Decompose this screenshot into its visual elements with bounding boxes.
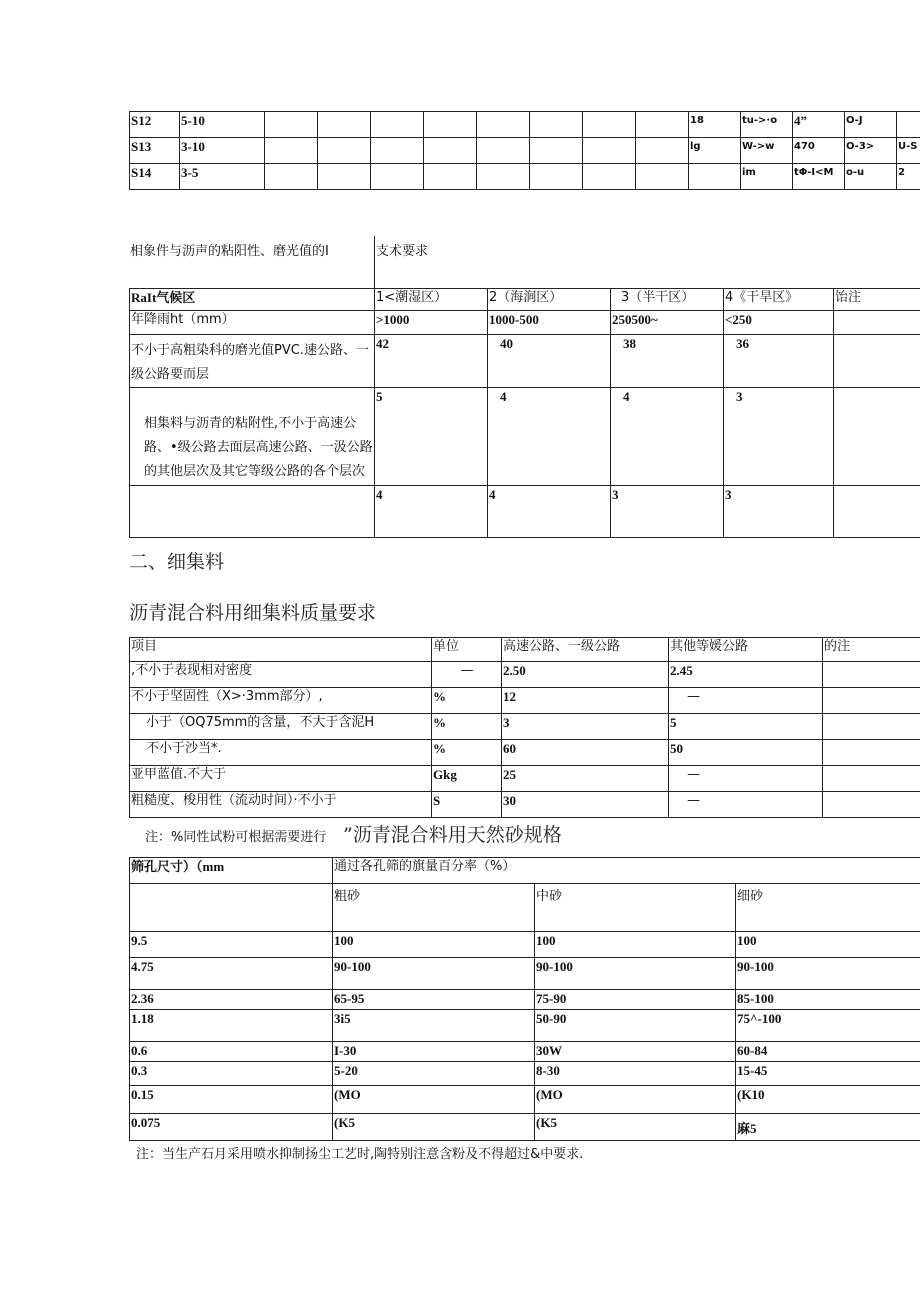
cell: 4 bbox=[488, 388, 611, 486]
cell: 250500~ bbox=[611, 311, 724, 335]
table-row bbox=[130, 688, 920, 714]
cell: <250 bbox=[724, 311, 834, 335]
table-row bbox=[130, 932, 920, 958]
table-row bbox=[130, 311, 920, 335]
cell: 3 bbox=[611, 486, 724, 538]
cell: tΦ-I<M bbox=[793, 164, 845, 190]
table-row bbox=[130, 792, 920, 818]
table-row bbox=[130, 1062, 920, 1086]
adhesion-table bbox=[129, 288, 920, 538]
cell: 100 bbox=[736, 932, 920, 958]
header-cell: 中砂 bbox=[535, 884, 736, 932]
table-row bbox=[130, 1010, 920, 1042]
cell: W->w bbox=[741, 138, 793, 164]
cell: 0.6 bbox=[130, 1042, 333, 1062]
table-row bbox=[130, 138, 920, 164]
cell: 85-100 bbox=[736, 990, 920, 1010]
cell: 5 bbox=[669, 714, 823, 740]
note-2: 注：当生产石月采用喷水抑制扬尘工艺时,陶特别注意含粉及不得超过&中要求. bbox=[136, 1147, 584, 1162]
cell: — bbox=[669, 792, 823, 818]
cell: 亚甲蓝值.不大于 bbox=[130, 766, 432, 792]
row-size: 3-10 bbox=[180, 138, 265, 164]
cell bbox=[823, 766, 920, 792]
cell: 2.45 bbox=[669, 662, 823, 688]
cell: 100 bbox=[333, 932, 535, 958]
row-code: S13 bbox=[130, 138, 180, 164]
header-cell: 细砂 bbox=[736, 884, 920, 932]
cell: 0.15 bbox=[130, 1086, 333, 1114]
cell: (MO bbox=[535, 1086, 736, 1114]
table-row bbox=[130, 714, 920, 740]
header-cell: 筛孔尺寸）（mm bbox=[130, 858, 333, 884]
table-row bbox=[130, 164, 920, 190]
cell: 5-20 bbox=[333, 1062, 535, 1086]
cell: 1000-500 bbox=[488, 311, 611, 335]
header-cell: 饴注 bbox=[834, 289, 920, 311]
cell: 1.18 bbox=[130, 1010, 333, 1042]
cell: o-u bbox=[845, 164, 897, 190]
cell: lg bbox=[689, 138, 741, 164]
cell: 3i5 bbox=[333, 1010, 535, 1042]
cell bbox=[834, 486, 920, 538]
cell: 90-100 bbox=[535, 958, 736, 990]
cell bbox=[130, 486, 375, 538]
cell: 50-90 bbox=[535, 1010, 736, 1042]
cell: Gkg bbox=[432, 766, 502, 792]
header-cell: 1<潮湿区） bbox=[375, 289, 488, 311]
cell: (MO bbox=[333, 1086, 535, 1114]
cell: I-30 bbox=[333, 1042, 535, 1062]
row-code: S12 bbox=[130, 112, 180, 138]
table-row bbox=[130, 486, 920, 538]
cell bbox=[834, 388, 920, 486]
cell: 2.50 bbox=[502, 662, 669, 688]
cell: 4 bbox=[375, 486, 488, 538]
cell: O-J bbox=[845, 112, 897, 138]
table-header-row bbox=[130, 289, 920, 311]
cell: 38 bbox=[611, 335, 724, 388]
header-cell: 的注 bbox=[823, 638, 920, 662]
cell: 3 bbox=[724, 486, 834, 538]
cell: 470 bbox=[793, 138, 845, 164]
cell: 不小于坚固性（X>·3mm部分）, bbox=[130, 688, 432, 714]
cell: — bbox=[432, 662, 502, 688]
cell: 60 bbox=[502, 740, 669, 766]
row-size: 3-5 bbox=[180, 164, 265, 190]
cell: U-S bbox=[897, 138, 920, 164]
cell bbox=[689, 164, 741, 190]
table-row bbox=[130, 1042, 920, 1062]
cell: 8-30 bbox=[535, 1062, 736, 1086]
cell: 50 bbox=[669, 740, 823, 766]
table-subheader-row bbox=[130, 884, 920, 932]
cell: im bbox=[741, 164, 793, 190]
cell bbox=[897, 112, 920, 138]
header-cell: 3（半干区） bbox=[611, 289, 724, 311]
cell: 90-100 bbox=[333, 958, 535, 990]
cell: >1000 bbox=[375, 311, 488, 335]
row-code: S14 bbox=[130, 164, 180, 190]
cell: 40 bbox=[488, 335, 611, 388]
cell: — bbox=[669, 688, 823, 714]
cell: 3 bbox=[724, 388, 834, 486]
caption-divider bbox=[374, 236, 375, 288]
header-cell: RaIt气候区 bbox=[130, 289, 375, 311]
table-row bbox=[130, 766, 920, 792]
cell: 30 bbox=[502, 792, 669, 818]
table-row bbox=[130, 1114, 920, 1141]
cell: 4 bbox=[488, 486, 611, 538]
cell: O-3> bbox=[845, 138, 897, 164]
cell bbox=[823, 688, 920, 714]
note-1: 注：%同性试粉可根据需要进行 bbox=[145, 830, 327, 845]
cell: 2.36 bbox=[130, 990, 333, 1010]
table-row bbox=[130, 740, 920, 766]
fine-aggregate-title: 沥青混合料用细集料质量要求 bbox=[129, 602, 377, 624]
cell: 36 bbox=[724, 335, 834, 388]
header-cell: 4《干旱区》 bbox=[724, 289, 834, 311]
cell: % bbox=[432, 688, 502, 714]
cell: 小于（OQ75mm的含量，不大于含泥H bbox=[130, 714, 432, 740]
cell: % bbox=[432, 714, 502, 740]
cell: (K5 bbox=[535, 1114, 736, 1141]
natural-sand-title: ”沥青混合料用天然砂规格 bbox=[343, 824, 562, 846]
cell: 18 bbox=[689, 112, 741, 138]
table-row bbox=[130, 662, 920, 688]
cell: 42 bbox=[375, 335, 488, 388]
cell: tu->·o bbox=[741, 112, 793, 138]
cell: 年降雨ht（mm） bbox=[130, 311, 375, 335]
adhesion-caption-left: 相象件与沥声的粘阳性、磨光值的I bbox=[130, 244, 329, 259]
cell: 90-100 bbox=[736, 958, 920, 990]
cell: 4.75 bbox=[130, 958, 333, 990]
cell: 25 bbox=[502, 766, 669, 792]
table-row bbox=[130, 990, 920, 1010]
cell: 4” bbox=[793, 112, 845, 138]
cell: 0.075 bbox=[130, 1114, 333, 1141]
cell: 5 bbox=[375, 388, 488, 486]
cell bbox=[823, 714, 920, 740]
header-cell: 2（海涧区） bbox=[488, 289, 611, 311]
adhesion-caption-right: 支术要求 bbox=[376, 244, 429, 259]
cell: 12 bbox=[502, 688, 669, 714]
header-cell: 通过各孔筛的旗量百分率（%） bbox=[333, 858, 920, 884]
table-header-row bbox=[130, 638, 920, 662]
table-row bbox=[130, 112, 920, 138]
cell: 75^-100 bbox=[736, 1010, 920, 1042]
cell: 3 bbox=[502, 714, 669, 740]
cell: 4 bbox=[611, 388, 724, 486]
header-cell: 其他等媛公路 bbox=[669, 638, 823, 662]
cell: 75-90 bbox=[535, 990, 736, 1010]
cell: 麻5 bbox=[736, 1114, 920, 1141]
header-cell: 单位 bbox=[432, 638, 502, 662]
row-size: 5-10 bbox=[180, 112, 265, 138]
cell: 0.3 bbox=[130, 1062, 333, 1086]
cell: 相集料与沥青的粘附性,不小于高速公路、•级公路去面层高速公路、一汲公路的其他层次及其它等级公路的各个层次 bbox=[130, 388, 375, 486]
cell: (K10 bbox=[736, 1086, 920, 1114]
cell: 9.5 bbox=[130, 932, 333, 958]
cell: (K5 bbox=[333, 1114, 535, 1141]
cell bbox=[834, 311, 920, 335]
cell: 100 bbox=[535, 932, 736, 958]
sand-gradation-table bbox=[129, 857, 920, 1141]
cell: 15-45 bbox=[736, 1062, 920, 1086]
cell bbox=[834, 335, 920, 388]
cell: — bbox=[669, 766, 823, 792]
header-cell: 项目 bbox=[130, 638, 432, 662]
cell: 2 bbox=[897, 164, 920, 190]
cell: S bbox=[432, 792, 502, 818]
header-cell: 高速公路、一级公路 bbox=[502, 638, 669, 662]
cell: 65-95 bbox=[333, 990, 535, 1010]
cell: 不小于高粗染科的磨光值PVC.速公路、一级公路要而层 bbox=[130, 335, 375, 388]
table-header-row bbox=[130, 858, 920, 884]
cell bbox=[823, 662, 920, 688]
section-title: 二、细集料 bbox=[129, 551, 225, 573]
cell: ,不小于表现相对密度 bbox=[130, 662, 432, 688]
cell: 30W bbox=[535, 1042, 736, 1062]
cell: 粗糙度、梭用性（流动时间）·不小于 bbox=[130, 792, 432, 818]
cell: 60-84 bbox=[736, 1042, 920, 1062]
table-row bbox=[130, 388, 920, 486]
table-row bbox=[130, 335, 920, 388]
cell bbox=[823, 740, 920, 766]
cell: 不小于沙当*. bbox=[130, 740, 432, 766]
top-table bbox=[129, 111, 920, 190]
cell: % bbox=[432, 740, 502, 766]
header-cell: 粗砂 bbox=[333, 884, 535, 932]
table-row bbox=[130, 1086, 920, 1114]
table-row bbox=[130, 958, 920, 990]
fine-aggregate-table bbox=[129, 637, 920, 818]
cell bbox=[823, 792, 920, 818]
